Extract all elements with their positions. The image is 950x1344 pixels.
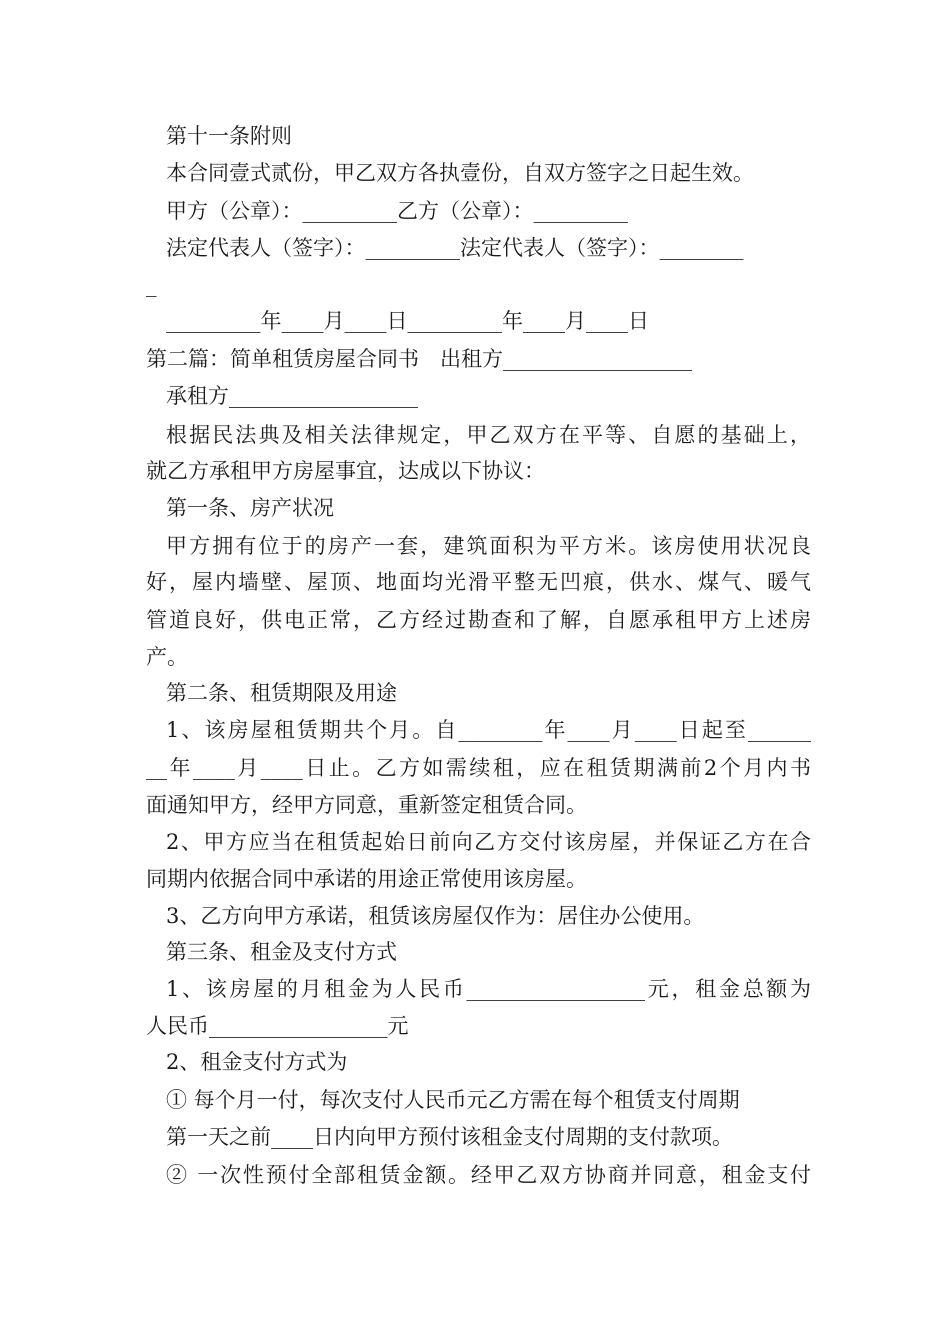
- payment-method-heading: 2、租金支付方式为: [166, 1050, 348, 1074]
- property-status-line-3: 管道良好，供电正常，乙方经过勘查和了解，自愿承租甲方上述房: [146, 608, 811, 632]
- part-two-title: 第二篇：简单租赁房屋合同书 出租方__________________: [146, 347, 692, 371]
- article-1-heading: 第一条、房产状况: [166, 496, 334, 520]
- delivery-clause-line-1: 2、甲方应当在租赁起始日前向乙方交付该房屋，并保证乙方在合: [166, 830, 811, 854]
- article-2-heading: 第二条、租赁期限及用途: [166, 681, 397, 705]
- lease-term-line-1: 1、该房屋租赁期共个月。自________年____月____日起至______: [166, 718, 811, 742]
- delivery-clause-line-2: 同期内依据合同中承诺的用途正常使用该房屋。: [146, 867, 587, 891]
- payment-option-1-line-2: 第一天之前____日内向甲方预付该租金支付周期的支付款项。: [166, 1125, 733, 1149]
- lease-term-line-3: 面通知甲方，经甲方同意，重新签定租赁合同。: [146, 793, 587, 817]
- usage-clause: 3、乙方向甲方承诺，租赁该房屋仅作为：居住办公使用。: [166, 904, 705, 928]
- article-11-heading: 第十一条附则: [166, 124, 292, 148]
- rent-amount-line-1: 1、该房屋的月租金为人民币_________________元，租金总额为: [166, 977, 811, 1001]
- article-3-heading: 第三条、租金及支付方式: [166, 940, 397, 964]
- property-status-line-1: 甲方拥有位于的房产一套，建筑面积为平方米。该房使用状况良: [166, 534, 811, 558]
- property-status-line-4: 产。: [146, 645, 188, 669]
- payment-option-1-line-1: ① 每个月一付，每次支付人民币元乙方需在每个租赁支付周期: [166, 1088, 740, 1112]
- effective-clause: 本合同壹式贰份，甲乙双方各执壹份，自双方签字之日起生效。: [166, 161, 754, 185]
- lessee-line: 承租方__________________: [166, 384, 418, 408]
- signature-line-continuation: _: [146, 273, 157, 297]
- date-line: _________年____月____日_________年____月____日: [166, 309, 649, 333]
- party-seal-line: 甲方（公章）：_________乙方（公章）：_________: [166, 199, 628, 223]
- payment-option-2-line-1: ② 一次性预付全部租赁金额。经甲乙双方协商并同意，租金支付: [166, 1163, 811, 1187]
- property-status-line-2: 好，屋内墙壁、屋顶、地面均光滑平整无凹痕，供水、煤气、暖气: [146, 570, 811, 594]
- preamble-line-2: 就乙方承租甲方房屋事宜，达成以下协议：: [146, 459, 545, 483]
- lease-term-line-2: __年____月____日止。乙方如需续租，应在租赁期满前2个月内书: [146, 756, 811, 780]
- rent-amount-line-2: 人民币_________________元: [146, 1014, 409, 1038]
- legal-rep-signature-line: 法定代表人（签字）：_________法定代表人（签字）：________: [166, 236, 744, 260]
- preamble-line-1: 根据民法典及相关法律规定，甲乙双方在平等、自愿的基础上，: [166, 423, 811, 447]
